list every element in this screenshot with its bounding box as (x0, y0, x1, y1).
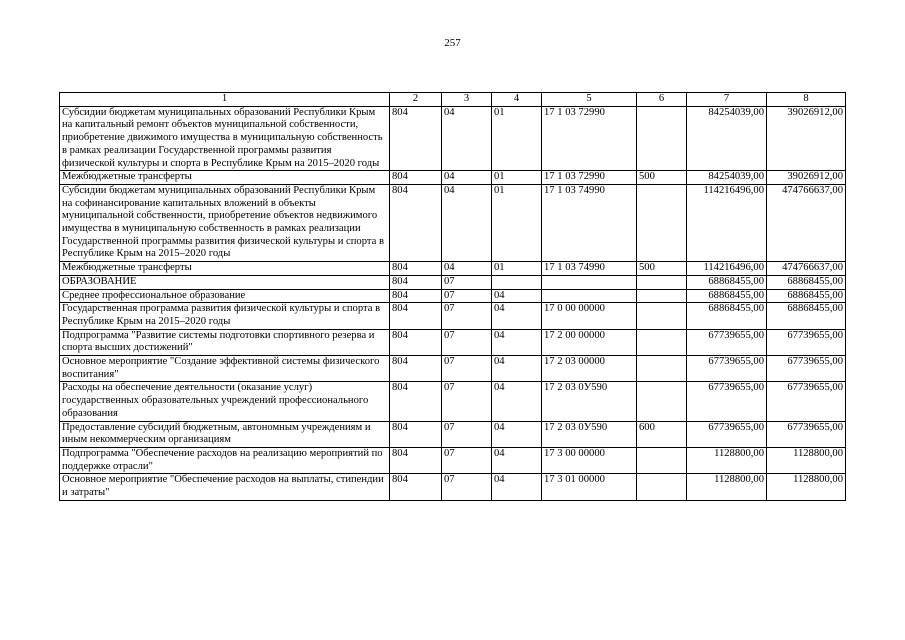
row-amount-year2: 39026912,00 (767, 106, 846, 171)
row-target-article: 17 1 03 74990 (542, 184, 637, 261)
table-row (60, 447, 846, 473)
row-section-code: 07 (442, 447, 492, 473)
row-grbs-code: 804 (390, 171, 442, 185)
row-section-code: 07 (442, 421, 492, 447)
row-target-article: 17 2 03 0У590 (542, 421, 637, 447)
row-section-code: 04 (442, 106, 492, 171)
row-amount-year1: 114216496,00 (687, 262, 767, 276)
table-row (60, 171, 846, 185)
row-expense-type (637, 275, 687, 289)
row-section-code: 07 (442, 303, 492, 329)
row-amount-year2: 474766637,00 (767, 184, 846, 261)
row-name: Основное мероприятие "Обеспечение расходов на выплаты, стипендии и затраты" (60, 474, 390, 500)
row-expense-type (637, 184, 687, 261)
row-name: Расходы на обеспечение деятельности (оказание услуг) государственных образовательных учреждений профессионального образования (60, 382, 390, 421)
row-subsection-code: 01 (492, 171, 542, 185)
row-amount-year2: 68868455,00 (767, 289, 846, 303)
row-subsection-code: 04 (492, 382, 542, 421)
header-cell: 4 (492, 93, 542, 107)
page-number: 257 (444, 37, 461, 49)
row-amount-year2: 39026912,00 (767, 171, 846, 185)
row-section-code: 07 (442, 329, 492, 355)
row-section-code: 04 (442, 184, 492, 261)
row-grbs-code: 804 (390, 474, 442, 500)
row-section-code: 04 (442, 262, 492, 276)
row-grbs-code: 804 (390, 303, 442, 329)
row-subsection-code: 01 (492, 184, 542, 261)
row-subsection-code: 04 (492, 303, 542, 329)
row-section-code: 07 (442, 275, 492, 289)
header-cell: 5 (542, 93, 637, 107)
row-expense-type: 500 (637, 171, 687, 185)
row-subsection-code (492, 275, 542, 289)
row-amount-year1: 68868455,00 (687, 289, 767, 303)
header-cell: 1 (60, 93, 390, 107)
header-cell: 8 (767, 93, 846, 107)
row-section-code: 07 (442, 474, 492, 500)
header-cell: 7 (687, 93, 767, 107)
row-name: Субсидии бюджетам муниципальных образований Республики Крым на софинансирование капитальных вложений в объекты муниципальной собственности, приобретение объектов недвижимого имущества в муниципальную собственность в рамках реализации Государственной программы развития физической культуры и спорта в Республике Крым на 2015–2020 годы (60, 184, 390, 261)
row-name: Среднее профессиональное образование (60, 289, 390, 303)
row-expense-type (637, 382, 687, 421)
row-subsection-code: 04 (492, 474, 542, 500)
header-cell: 2 (390, 93, 442, 107)
row-amount-year1: 114216496,00 (687, 184, 767, 261)
table-row (60, 184, 846, 261)
row-amount-year1: 67739655,00 (687, 382, 767, 421)
header-cell: 3 (442, 93, 492, 107)
row-target-article: 17 2 03 0У590 (542, 382, 637, 421)
row-target-article: 17 1 03 72990 (542, 106, 637, 171)
row-amount-year1: 67739655,00 (687, 329, 767, 355)
row-target-article: 17 1 03 74990 (542, 262, 637, 276)
row-amount-year2: 67739655,00 (767, 356, 846, 382)
table-row (60, 382, 846, 421)
row-grbs-code: 804 (390, 106, 442, 171)
table-row (60, 275, 846, 289)
table-row (60, 356, 846, 382)
row-grbs-code: 804 (390, 262, 442, 276)
row-section-code: 04 (442, 171, 492, 185)
row-name: Межбюджетные трансферты (60, 262, 390, 276)
table-row (60, 106, 846, 171)
table-row (60, 303, 846, 329)
row-subsection-code: 01 (492, 262, 542, 276)
row-name: Предоставление субсидий бюджетным, автономным учреждениям и иным некоммерческим организациям (60, 421, 390, 447)
row-expense-type (637, 329, 687, 355)
row-amount-year1: 67739655,00 (687, 356, 767, 382)
row-target-article: 17 3 01 00000 (542, 474, 637, 500)
row-target-article: 17 1 03 72990 (542, 171, 637, 185)
row-grbs-code: 804 (390, 329, 442, 355)
row-expense-type (637, 474, 687, 500)
row-grbs-code: 804 (390, 289, 442, 303)
row-section-code: 07 (442, 289, 492, 303)
row-amount-year1: 68868455,00 (687, 303, 767, 329)
row-name: Подпрограмма "Обеспечение расходов на реализацию мероприятий по поддержке отрасли" (60, 447, 390, 473)
row-amount-year1: 1128800,00 (687, 447, 767, 473)
row-expense-type (637, 356, 687, 382)
row-section-code: 07 (442, 382, 492, 421)
row-amount-year1: 84254039,00 (687, 171, 767, 185)
row-target-article: 17 2 00 00000 (542, 329, 637, 355)
row-subsection-code: 04 (492, 447, 542, 473)
row-name: Субсидии бюджетам муниципальных образований Республики Крым на капитальный ремонт объектов муниципальной собственности, приобретение движимого имущества в муниципальную собственность в рамках реализации Государственной программы развития физической культуры и спорта в Республике Крым на 2015–2020 годы (60, 106, 390, 171)
row-grbs-code: 804 (390, 184, 442, 261)
row-amount-year1: 67739655,00 (687, 421, 767, 447)
row-amount-year2: 1128800,00 (767, 474, 846, 500)
row-name: Подпрограмма "Развитие системы подготовки спортивного резерва и спорта высших достижений" (60, 329, 390, 355)
row-name: ОБРАЗОВАНИЕ (60, 275, 390, 289)
row-amount-year2: 67739655,00 (767, 329, 846, 355)
row-grbs-code: 804 (390, 275, 442, 289)
row-grbs-code: 804 (390, 356, 442, 382)
row-name: Основное мероприятие "Создание эффективной системы физического воспитания" (60, 356, 390, 382)
table-row (60, 329, 846, 355)
header-row (60, 93, 846, 107)
budget-table (59, 92, 846, 501)
row-expense-type (637, 106, 687, 171)
row-amount-year2: 67739655,00 (767, 382, 846, 421)
table-row (60, 289, 846, 303)
table-row (60, 262, 846, 276)
row-amount-year1: 68868455,00 (687, 275, 767, 289)
row-amount-year2: 1128800,00 (767, 447, 846, 473)
row-grbs-code: 804 (390, 421, 442, 447)
row-amount-year1: 84254039,00 (687, 106, 767, 171)
row-amount-year2: 474766637,00 (767, 262, 846, 276)
row-subsection-code: 04 (492, 329, 542, 355)
row-grbs-code: 804 (390, 447, 442, 473)
table-row (60, 474, 846, 500)
row-expense-type: 500 (637, 262, 687, 276)
row-amount-year1: 1128800,00 (687, 474, 767, 500)
row-subsection-code: 04 (492, 421, 542, 447)
row-expense-type (637, 289, 687, 303)
table-row (60, 421, 846, 447)
row-expense-type (637, 447, 687, 473)
row-amount-year2: 68868455,00 (767, 303, 846, 329)
row-subsection-code: 04 (492, 356, 542, 382)
row-expense-type (637, 303, 687, 329)
header-cell: 6 (637, 93, 687, 107)
row-target-article: 17 2 03 00000 (542, 356, 637, 382)
row-amount-year2: 68868455,00 (767, 275, 846, 289)
row-target-article: 17 3 00 00000 (542, 447, 637, 473)
row-target-article: 17 0 00 00000 (542, 303, 637, 329)
row-target-article (542, 275, 637, 289)
row-name: Государственная программа развития физической культуры и спорта в Республике Крым на 2015–2020 годы (60, 303, 390, 329)
row-target-article (542, 289, 637, 303)
row-subsection-code: 01 (492, 106, 542, 171)
row-grbs-code: 804 (390, 382, 442, 421)
row-amount-year2: 67739655,00 (767, 421, 846, 447)
row-expense-type: 600 (637, 421, 687, 447)
row-subsection-code: 04 (492, 289, 542, 303)
row-name: Межбюджетные трансферты (60, 171, 390, 185)
row-section-code: 07 (442, 356, 492, 382)
